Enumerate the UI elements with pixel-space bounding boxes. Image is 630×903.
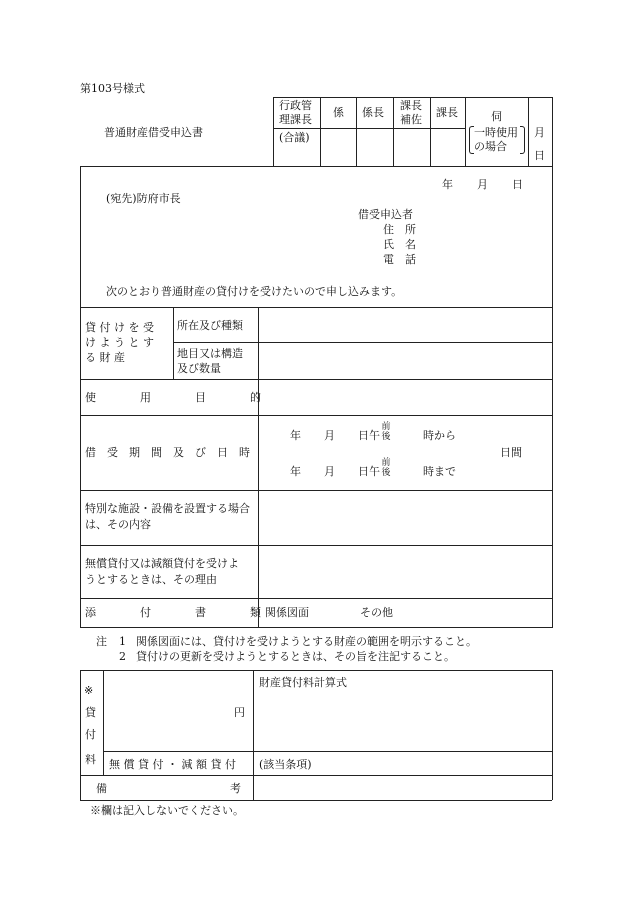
property-label-1: 貸 付 け を 受 (85, 321, 154, 334)
note-1-number: 1 (119, 635, 126, 648)
approval-admin-head-1: 行政管 (279, 99, 312, 112)
attach-other: その他 (360, 606, 393, 619)
note-1-text: 関係図面には、貸付けを受けようとする財産の範囲を明示すること。 (136, 635, 477, 648)
facility-label-2: は、その内容 (85, 518, 151, 531)
notes-head: 注 (96, 635, 107, 648)
to-month: 月 (324, 465, 335, 478)
from-am-pm: 午 (369, 429, 380, 442)
from-am: 前 (381, 422, 391, 432)
from-year: 年 (290, 429, 301, 442)
approval-chief: 係長 (362, 106, 384, 119)
to-year: 年 (290, 465, 301, 478)
facility-label-1: 特別な施設・設備を設置する場合 (85, 502, 250, 515)
approval-assistant-2: 補佐 (400, 113, 422, 126)
attach-drawings: 関係図面 (265, 606, 309, 619)
form-number: 第103号様式 (80, 82, 145, 95)
to-day: 日 (358, 465, 369, 478)
fee-mark: ※ (84, 684, 94, 697)
applicant-name-label: 氏 名 (383, 238, 416, 251)
approval-temp-case: の場合 (474, 140, 507, 153)
remarks-char-1: 備 (96, 782, 107, 795)
fee-calc-label: 財産貸付料計算式 (259, 676, 347, 689)
land-label-1: 地目又は構造 (177, 347, 243, 360)
date-year: 年 (442, 178, 453, 191)
days-label: 日間 (500, 446, 522, 459)
addressee: (宛先)防府市長 (106, 192, 181, 205)
to-time: 時まで (423, 465, 456, 478)
note-2-number: 2 (119, 650, 126, 663)
approval-inquiry: 伺 (491, 110, 502, 123)
approval-admin-head-2: 理課長 (279, 113, 312, 126)
to-pm: 後 (381, 468, 391, 478)
free-label-1: 無償貸付又は減額貸付を受けよ (85, 557, 239, 570)
approval-consult: (合議) (279, 131, 310, 144)
approval-month: 月 (534, 126, 545, 139)
footnote: ※欄は記入しないでください。 (90, 804, 244, 817)
date-month: 月 (477, 178, 488, 191)
location-label: 所在及び種類 (177, 319, 243, 332)
land-label-2: 及び数量 (177, 362, 221, 375)
from-pm: 後 (381, 432, 391, 442)
approval-temp-use: 一時使用 (474, 126, 518, 139)
applicant-title: 借受申込者 (358, 208, 413, 221)
fee-applicable-label: (該当条項) (259, 758, 312, 771)
approval-staff: 係 (333, 106, 344, 119)
fee-char-3: 料 (85, 753, 96, 766)
to-am-pm: 午 (369, 465, 380, 478)
fee-char-2: 付 (85, 728, 96, 741)
attach-label: 添 付 書 類 (85, 606, 261, 619)
free-label-2: うとするときは、その理由 (85, 573, 217, 586)
form-title: 普通財産借受申込書 (104, 126, 203, 139)
date-day: 日 (512, 178, 523, 191)
note-2-text: 貸付けの更新を受けようとするときは、その旨を注記すること。 (136, 650, 455, 663)
applicant-phone-label: 電 話 (383, 253, 416, 266)
fee-char-1: 貸 (85, 706, 96, 719)
fee-yen: 円 (234, 706, 245, 719)
remarks-char-2: 考 (230, 782, 241, 795)
property-label-3: る 財 産 (85, 351, 125, 364)
from-month: 月 (324, 429, 335, 442)
to-am: 前 (381, 458, 391, 468)
intro-text: 次のとおり普通財産の貸付けを受けたいので申し込みます。 (106, 285, 403, 298)
property-label-2: け よ う と す (85, 336, 154, 349)
purpose-label: 使 用 目 的 (85, 391, 261, 404)
approval-manager: 課長 (436, 106, 458, 119)
applicant-address-label: 住 所 (383, 223, 416, 236)
fee-free-label: 無 償 貸 付 ・ 減 額 貸 付 (109, 758, 236, 771)
from-time: 時から (423, 429, 456, 442)
period-label: 借 受 期 間 及 び 日 時 (85, 446, 250, 459)
approval-assistant-1: 課長 (400, 99, 422, 112)
approval-day: 日 (534, 149, 545, 162)
from-day: 日 (358, 429, 369, 442)
